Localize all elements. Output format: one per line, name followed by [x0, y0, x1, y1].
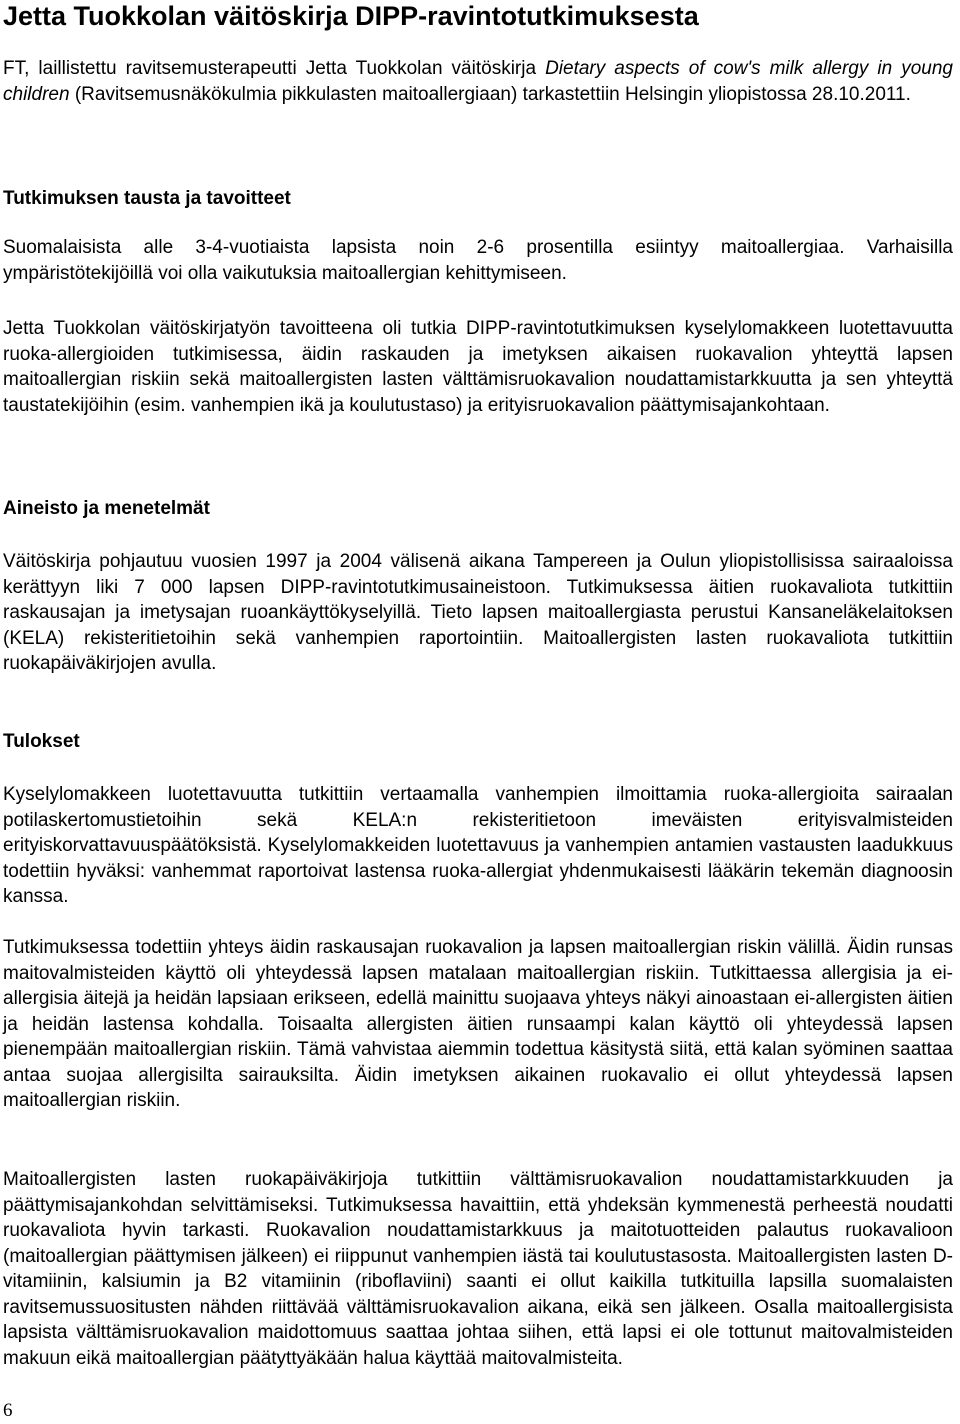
- intro-text-start: FT, laillistettu ravitsemusterapeutti Jetta Tuokkolan väitöskirja: [3, 58, 546, 79]
- results-paragraph-2: Tutkimuksessa todettiin yhteys äidin raskausajan ruokavalion ja lapsen maitoallergian riskin välillä. Äidin runsas maitovalmisteiden käyttö oli yhteydessä lapsen matalaan maitoallergian riskiin. Tutkittaessa allergisia ja ei-allergisia äitejä ja heidän lapsiaan erikseen, edellä mainittu suojaava yhteys näkyi ainoastaan ei-allergisten äitien ja heidän lastensa kohdalla. Toisaalta allergisten äitien runsaampi kalan käyttö oli yhteydessä lapsen pienempään maitoallergian riskiin. Tämä vahvistaa aiemmin todettua käsitystä siitä, että kalan syöminen saattaa antaa suojaa allergisilta sairauksilta. Äidin imetyksen aikainen ruokavalio ei ollut yhteydessä lapsen maitoallergian riskiin.: [3, 937, 953, 1111]
- results-paragraph-1: Kyselylomakkeen luotettavuutta tutkittiin vertaamalla vanhempien ilmoittamia ruoka-allergioita sairaalan potilaskertomustietoihin sekä KELA:n rekisteritietoon imeväisten erityisvalmisteiden erityiskorvattavuuspäätöksistä. Kyselylomakkeiden luotettavuus ja vanhempien antamien vastausten laadukkuus todettiin hyväksi: vanhemmat raportoivat lastensa ruoka-allergiat yhdenmukaisesti lääkärin tekemän diagnoosin kanssa.: [3, 784, 953, 907]
- results-paragraph-3: Maitoallergisten lasten ruokapäiväkirjoja tutkittiin välttämisruokavalion noudattamistarkkuuden ja päättymisajankohdan selvittämiseksi. Tutkimuksessa havaittiin, että yhdeksän kymmenestä perheestä noudatti ruokavaliota hyvin tarkasti. Ruokavalion noudattamistarkkuus ja maitotuotteiden palautus ruokavalioon (maitoallergian päättymisen jälkeen) ei riippunut vanhempien iästä tai koulutustasosta. Maitoallergisten lasten D-vitamiinin, kalsiumin ja B2 vitamiinin (riboflaviini) saanti ei ollut kaikilla tutkituilla lapsilla suomalaisten ravitsemussuositusten nähden riittävää välttämisruokavalion aikana, eikä sen jälkeen. Osalla maitoallergisista lapsista välttämisruokavalion maidottomuus saattaa johtaa siihen, että lapsi ei ole tottunut maitovalmisteiden makuun eikä maitoallergian päätyttyäkään halua käyttää maitovalmisteita.: [3, 1169, 953, 1369]
- heading-methods: Aineisto ja menetelmät: [3, 498, 210, 519]
- heading-results: Tulokset: [3, 731, 80, 752]
- background-paragraph-2: Jetta Tuokkolan väitöskirjatyön tavoitteena oli tutkia DIPP-ravintotutkimuksen kyselylomakkeen luotettavuutta ruoka-allergioiden tutkimisessa, äidin raskauden ja imetyksen aikaisen ruokavalion yhteyttä lapsen maitoallergian riskiin sekä maitoallergisten lasten välttämisruokavalion noudattamistarkkuutta ja sen yhteyttä taustatekijöihin (esim. vanhempien ikä ja koulutustaso) ja erityisruokavalion päättymisajankohtaan.: [3, 318, 953, 416]
- heading-background: Tutkimuksen tausta ja tavoitteet: [3, 188, 291, 209]
- intro-paragraph: [3, 56, 953, 107]
- intro-text-end: (Ravitsemusnäkökulmia pikkulasten maitoallergiaan) tarkastettiin Helsingin yliopistossa 28.10.2011.: [69, 83, 911, 105]
- background-paragraph-1: Suomalaisista alle 3-4-vuotiaista lapsista noin 2-6 prosentilla esiintyy maitoallergiaa. Varhaisilla ympäristötekijöillä voi olla vaikutuksia maitoallergian kehittymiseen.: [3, 237, 953, 284]
- methods-paragraph-1: Väitöskirja pohjautuu vuosien 1997 ja 2004 välisenä aikana Tampereen ja Oulun yliopistollisissa sairaaloissa kerättyyn liki 7 000 lapsen DIPP-ravintotutkimusaineistoon. Tutkimuksessa äitien ruokavaliota tutkittiin raskausajan ja imetysajan ruoankäyttökyselyillä. Tieto lapsen maitoallergiasta perustui Kansaneläkelaitoksen (KELA) rekisteritietoihin sekä vanhempien raportointiin. Maitoallergisten lasten ruokavaliota tutkittiin ruokapäiväkirjojen avulla.: [3, 551, 953, 674]
- thesis-title-italic: Dietary aspects of cow's milk allergy in young children: [3, 58, 953, 105]
- document-title: Jetta Tuokkolan väitöskirja DIPP-ravintotutkimuksesta: [3, 1, 699, 31]
- page-number: 6: [3, 1400, 13, 1421]
